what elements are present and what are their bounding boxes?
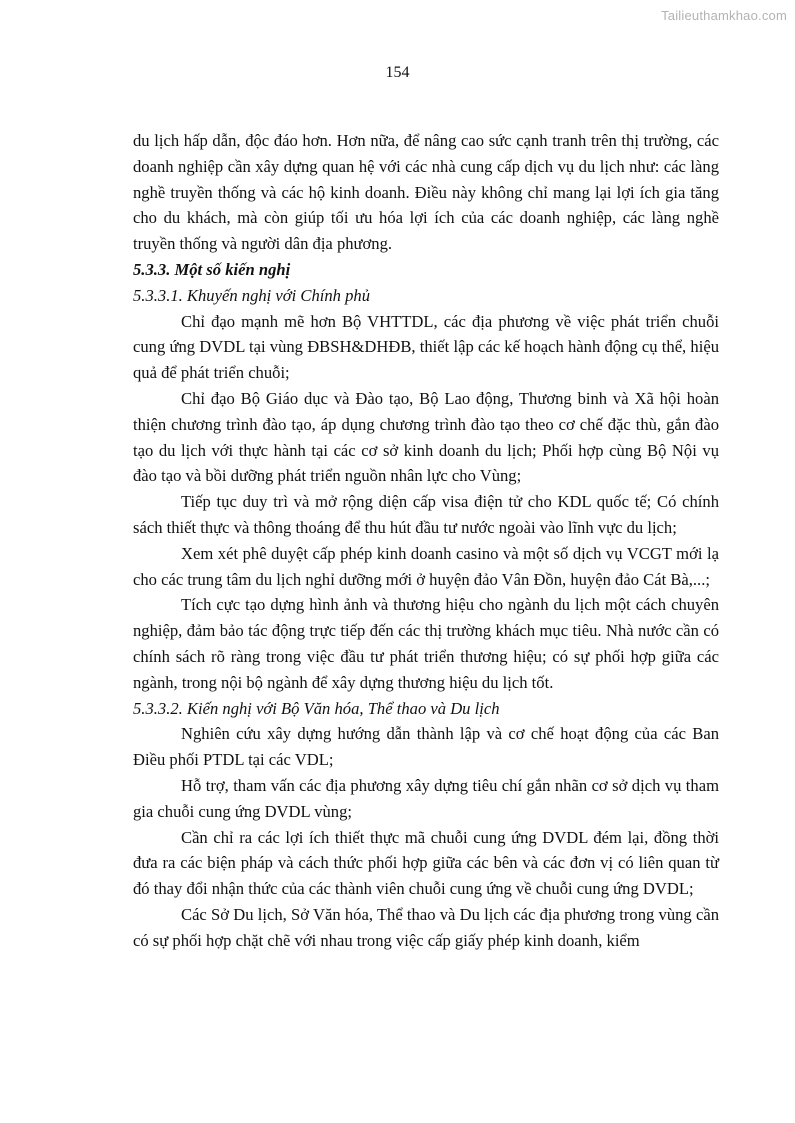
paragraph: Cần chỉ ra các lợi ích thiết thực mã chuỗi cung ứng DVDL đém lại, đồng thời đưa ra các biện pháp và cách thức phối hợp giữa các bên và các đơn vị có liên quan từ đó thay đổi nhận thức của các thành viên chuỗi cung ứng về chuỗi cung ứng DVDL;	[133, 827, 719, 899]
watermark-text: Tailieuthamkhao.com	[661, 8, 787, 23]
section-heading-5-3-3: 5.3.3. Một số kiến nghị	[133, 259, 291, 279]
paragraph-continuation: du lịch hấp dẫn, độc đáo hơn. Hơn nữa, để nâng cao sức cạnh tranh trên thị trường, các doanh nghiệp cần xây dựng quan hệ với các nhà cung cấp dịch vụ du lịch như: các làng nghề truyền thống và các hộ kinh doanh. Điều này không chỉ mang lại lợi ích gia tăng cho du khách, mà còn giúp tối ưu hóa lợi ích của các doanh nghiệp, các làng nghề truyền thống và người dân địa phương.	[133, 131, 719, 254]
paragraph: Nghiên cứu xây dựng hướng dẫn thành lập và cơ chế hoạt động của các Ban Điều phối PTDL tại các VDL;	[133, 724, 719, 770]
document-body	[133, 128, 719, 954]
paragraph: Chỉ đạo mạnh mẽ hơn Bộ VHTTDL, các địa phương về việc phát triển chuỗi cung ứng DVDL tại vùng ĐBSH&DHĐB, thiết lập các kế hoạch hành động cụ thể, hiệu quả để phát triển chuỗi;	[133, 311, 719, 383]
paragraph: Chỉ đạo Bộ Giáo dục và Đào tạo, Bộ Lao động, Thương binh và Xã hội hoàn thiện chương trình đào tạo, áp dụng chương trình đào tạo theo cơ chế đặc thù, gắn đào tạo du lịch với thực hành tại các cơ sở kinh doanh du lịch; Phối hợp cùng Bộ Nội vụ đào tạo và bồi dưỡng phát triển nguồn nhân lực cho Vùng;	[133, 388, 719, 486]
subsection-heading-5-3-3-2: 5.3.3.2. Kiến nghị với Bộ Văn hóa, Thể thao và Du lịch	[133, 698, 500, 718]
subsection-heading-5-3-3-1: 5.3.3.1. Khuyến nghị với Chính phủ	[133, 285, 371, 305]
paragraph: Các Sở Du lịch, Sở Văn hóa, Thể thao và Du lịch các địa phương trong vùng cần có sự phối hợp chặt chẽ với nhau trong việc cấp giấy phép kinh doanh, kiểm	[133, 904, 719, 950]
paragraph: Xem xét phê duyệt cấp phép kinh doanh casino và một số dịch vụ VCGT mới lạ cho các trung tâm du lịch nghỉ dưỡng mới ở huyện đảo Vân Đồn, huyện đảo Cát Bà,...;	[133, 543, 719, 589]
paragraph: Hỗ trợ, tham vấn các địa phương xây dựng tiêu chí gắn nhãn cơ sở dịch vụ tham gia chuỗi cung ứng DVDL vùng;	[133, 775, 719, 821]
page-number: 154	[385, 64, 410, 81]
paragraph: Tiếp tục duy trì và mở rộng diện cấp visa điện tử cho KDL quốc tế; Có chính sách thiết thực và thông thoáng để thu hút đầu tư nước ngoài vào lĩnh vực du lịch;	[133, 492, 719, 537]
paragraph: Tích cực tạo dựng hình ảnh và thương hiệu cho ngành du lịch một cách chuyên nghiệp, đảm bảo tác động trực tiếp đến các thị trường khách mục tiêu. Nhà nước cần có chính sách rõ ràng trong việc đầu tư phát triển thương hiệu; có sự phối hợp giữa các ngành, trong nội bộ ngành để xây dựng thương hiệu du lịch tốt.	[133, 595, 719, 692]
